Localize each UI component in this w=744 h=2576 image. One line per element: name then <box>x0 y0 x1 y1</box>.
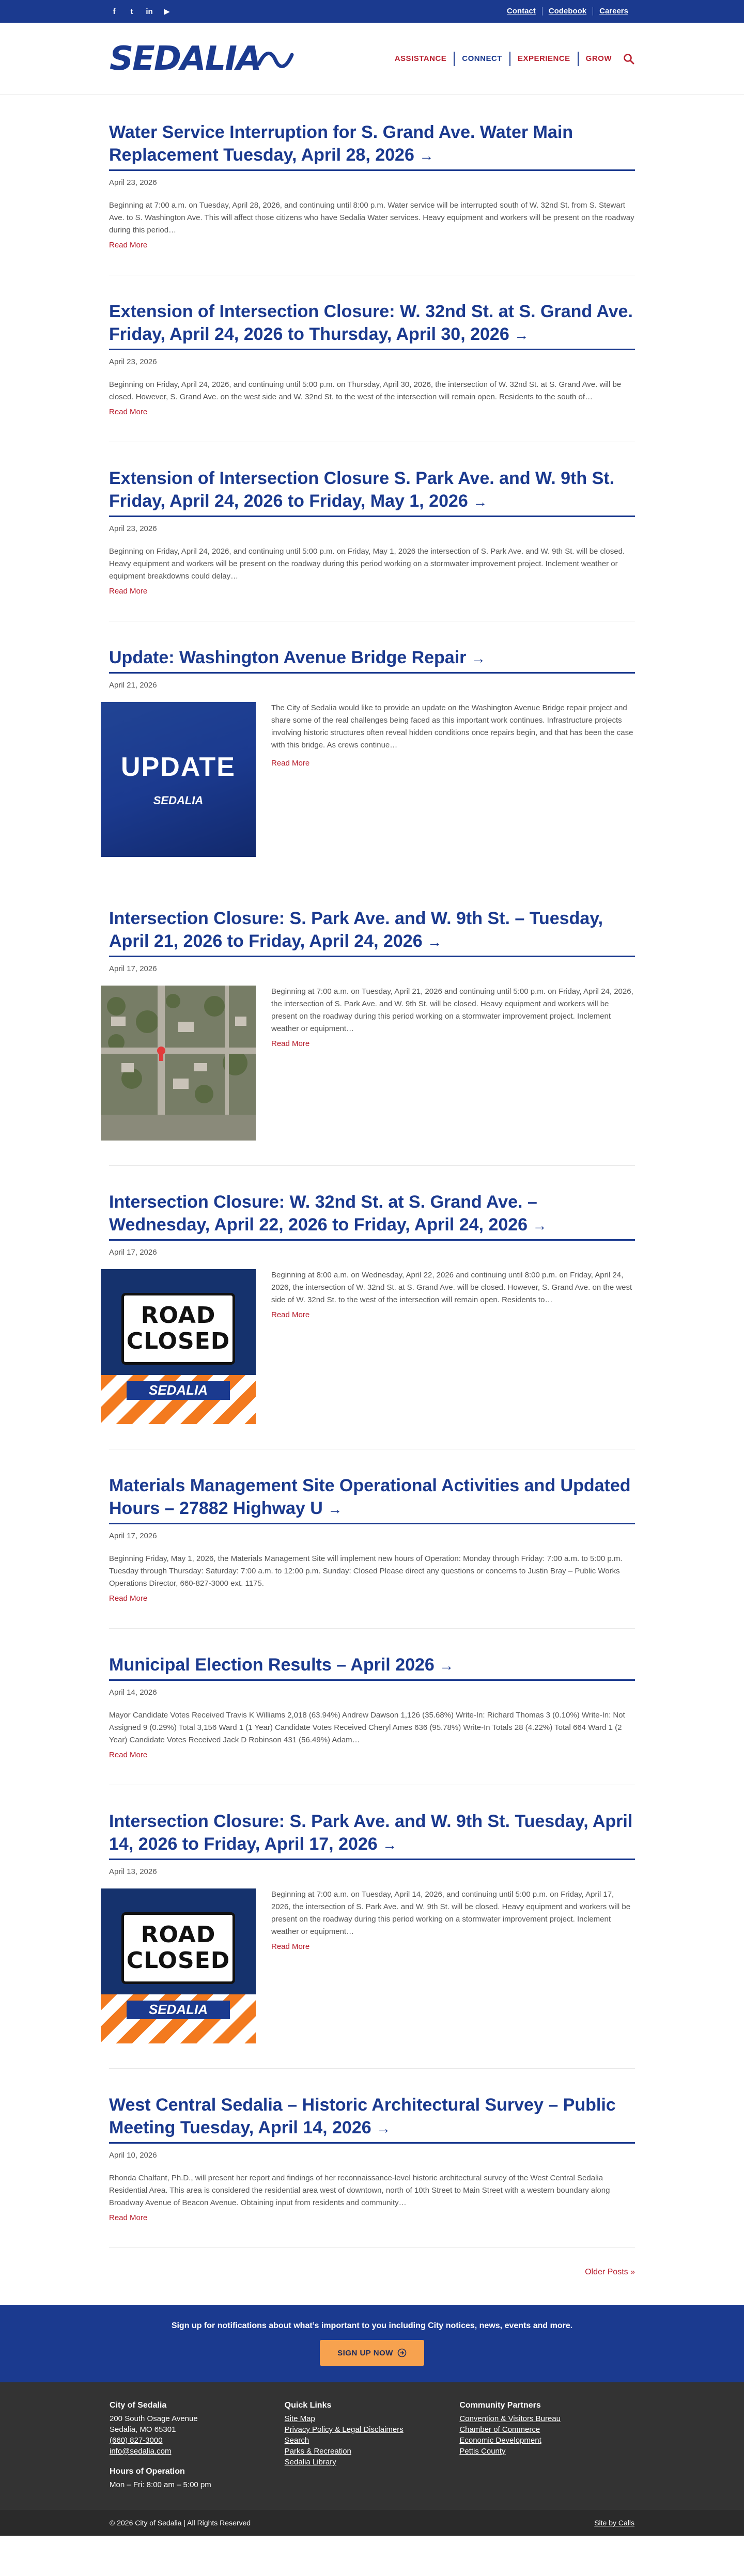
arrow-right-icon: → <box>427 934 442 950</box>
barrier-logo: SEDALIA <box>127 1381 230 1400</box>
arrow-right-icon: → <box>382 1837 397 1853</box>
post-excerpt: Beginning on Friday, April 24, 2026, and continuing until 5:00 p.m. on Thursday, April 30, 2026, the intersection of W. 32nd St. at S. Grand Ave. will be closed. However, S. Grand Ave. on the west side and W. 32nd St. to the west of the intersection will remain open. Residents to the south of… <box>109 380 622 401</box>
footer-link[interactable]: Search <box>284 2436 309 2445</box>
arrow-right-icon: → <box>514 327 529 343</box>
post-title[interactable]: Extension of Intersection Closure: W. 32nd St. at S. Grand Ave. Friday, April 24, 2026 to Thursday, April 30, 2026 → <box>109 300 635 350</box>
search-icon[interactable] <box>623 53 634 65</box>
post-excerpt: Beginning at 7:00 a.m. on Tuesday, April 14, 2026, and continuing until 5:00 p.m. on Friday, April 17, 2026, the intersection of S. Park Ave. and W. 9th St. will be closed. Heavy equipment and workers will be present on the roadway during this period working on a stormwater improvement project. Inclement weather or equipment… <box>271 1890 631 1936</box>
post-body <box>101 1888 635 2043</box>
logo-wave-icon <box>258 49 294 69</box>
site-footer <box>0 2382 744 2510</box>
youtube-icon[interactable]: ▶ <box>164 7 170 16</box>
post-excerpt: Beginning at 7:00 a.m. on Tuesday, April 21, 2026 and continuing until 5:00 p.m. on Friday, April 24, 2026, the intersection of S. Park Ave. and W. 9th St. will be closed. Heavy equipment and workers will be present on the roadway during this period working on a stormwater improvement project. Inclement weather or equipment… <box>271 987 633 1033</box>
footer-link[interactable]: Chamber of Commerce <box>459 2425 540 2434</box>
post-excerpt: Beginning at 7:00 a.m. on Tuesday, April 28, 2026, and continuing until 8:00 p.m. Water service will be interrupted south of W. 32nd St. from S. Stewart Ave. to S. Washington Ave. This will affect those citizens who have Sedalia Water services. Heavy equipment and workers will be present on the roadway during this period… <box>109 201 634 235</box>
read-more-link[interactable]: Read More <box>109 408 148 416</box>
signup-text: Sign up for notifications about what’s important to you including City notices, news, events and more. <box>171 2321 573 2330</box>
older-posts-link[interactable]: Older Posts » <box>585 2268 635 2276</box>
thumbnail-logo: SEDALIA <box>153 794 204 807</box>
footer-link[interactable]: Sedalia Library <box>284 2458 336 2466</box>
road-closed-sign <box>121 1912 235 1984</box>
address-line: Sedalia, MO 65301 <box>110 2425 176 2434</box>
post-date: April 23, 2026 <box>109 357 157 366</box>
linkedin-icon[interactable]: in <box>146 7 153 16</box>
post-title[interactable]: Water Service Interruption for S. Grand Ave. Water Main Replacement Tuesday, April 28, 2026 → <box>109 121 635 171</box>
facebook-icon[interactable]: f <box>113 7 116 16</box>
post-thumbnail[interactable] <box>101 702 256 857</box>
news-post <box>109 121 635 275</box>
thumbnail-title: UPDATE <box>121 752 236 782</box>
site-credit-link[interactable]: Site by Calls <box>594 2519 634 2527</box>
site-header <box>0 23 744 95</box>
post-excerpt: Beginning Friday, May 1, 2026, the Materials Management Site will implement new hours of Operation: Monday through Friday: 7:00 a.m. to 5:00 p.m. Tuesday through Thursday: Saturday: 7:00 a.m. to 12:00 p.m. Sunday: Closed Please direct any questions or concerns to Justin Bray – Public Works Operations Director, 660-827-3000 ext. 1175. <box>109 1554 623 1588</box>
social-links <box>110 7 172 16</box>
post-date: April 23, 2026 <box>109 178 157 187</box>
post-excerpt: Beginning at 8:00 a.m. on Wednesday, April 22, 2026 and continuing until 8:00 p.m. on Friday, April 24, 2026, the intersection of W. 32nd St. at S. Grand Ave. will be closed. However, S. Grand Ave. on the west side of W. 32nd St. to the west of the intersection will remain open. Residents to… <box>271 1271 632 1304</box>
hours-text: Mon – Fri: 8:00 am – 5:00 pm <box>110 2480 211 2489</box>
post-date: April 17, 2026 <box>109 1532 157 1540</box>
news-post <box>109 646 635 882</box>
sign-line: ROAD <box>141 1302 216 1329</box>
nav-connect[interactable]: CONNECT <box>454 52 509 66</box>
arrow-right-icon: → <box>419 148 434 164</box>
signup-banner <box>0 2305 744 2382</box>
post-title[interactable]: Materials Management Site Operational Activities and Updated Hours – 27882 Highway U → <box>109 1474 635 1524</box>
post-date: April 10, 2026 <box>109 2151 157 2160</box>
footer-heading: Hours of Operation <box>110 2467 185 2476</box>
post-date: April 17, 2026 <box>109 1248 157 1257</box>
arrow-right-icon: → <box>328 1501 343 1517</box>
sign-line: CLOSED <box>126 1947 230 1974</box>
sign-line: ROAD <box>141 1922 216 1948</box>
footer-quick-links <box>285 2401 460 2490</box>
barrier-stripes <box>101 1375 256 1424</box>
post-body <box>101 986 635 1141</box>
utility-bar <box>0 0 744 23</box>
post-title[interactable]: West Central Sedalia – Historic Architectural Survey – Public Meeting Tuesday, April 14, 2026 → <box>109 2094 635 2144</box>
phone-link[interactable]: (660) 827-3000 <box>110 2436 163 2445</box>
read-more-link[interactable]: Read More <box>271 1942 310 1951</box>
post-date: April 13, 2026 <box>109 1867 157 1876</box>
footer-link[interactable]: Economic Development <box>459 2436 541 2445</box>
copyright-text: © 2026 City of Sedalia | All Rights Reserved <box>110 2519 251 2527</box>
news-post <box>109 467 635 621</box>
post-title[interactable]: Update: Washington Avenue Bridge Repair → <box>109 646 635 674</box>
news-post <box>109 300 635 442</box>
footer-link[interactable]: Pettis County <box>459 2447 506 2456</box>
post-title[interactable]: Intersection Closure: S. Park Ave. and W. 9th St. – Tuesday, April 21, 2026 to Friday, April 24, 2026 → <box>109 907 635 957</box>
arrow-right-icon: → <box>471 650 486 666</box>
footer-heading: Community Partners <box>459 2401 541 2410</box>
post-date: April 17, 2026 <box>109 964 157 973</box>
aerial-map-thumbnail[interactable] <box>101 986 256 1141</box>
post-title[interactable]: Municipal Election Results – April 2026 → <box>109 1653 635 1681</box>
footer-community-partners <box>459 2401 634 2490</box>
nav-experience[interactable]: EXPERIENCE <box>509 52 578 66</box>
road-closed-thumbnail[interactable] <box>101 1269 256 1424</box>
signup-button[interactable] <box>320 2340 424 2366</box>
footer-link[interactable]: Site Map <box>284 2414 315 2423</box>
twitter-icon[interactable]: t <box>130 7 133 16</box>
utility-links <box>501 7 634 15</box>
arrow-right-icon: → <box>473 494 488 510</box>
footer-link[interactable]: Convention & Visitors Bureau <box>459 2414 561 2423</box>
aerial-map-image <box>101 986 256 1115</box>
sign-line: CLOSED <box>126 1328 230 1355</box>
news-list <box>109 95 635 2277</box>
news-post <box>109 2094 635 2248</box>
post-date: April 14, 2026 <box>109 1688 157 1697</box>
signup-button-label: SIGN UP NOW <box>337 2348 393 2358</box>
footer-link[interactable]: Parks & Recreation <box>284 2447 351 2456</box>
copyright-bar <box>0 2510 744 2536</box>
read-more-link[interactable]: Read More <box>109 241 148 249</box>
barrier-stripes <box>101 1994 256 2043</box>
read-more-link[interactable]: Read More <box>109 1751 148 1759</box>
post-excerpt: Mayor Candidate Votes Received Travis K Williams 2,018 (63.94%) Andrew Dawson 1,126 (35.68%) Write-In: Richard Thomas 3 (0.10%) Write-In: Not Assigned 9 (0.29%) Total 3,156 Ward 1 (1 Year) Candidate Votes Received Cheryl Ames 636 (95.78%) Write-In Totals 28 (4.22%) Total 664 Ward 1 (2 Year) Candidate Votes Received Jack D Robinson 431 (56.49%) Adam… <box>109 1711 625 1744</box>
arrow-circle-icon <box>397 2348 407 2358</box>
post-title[interactable]: Intersection Closure: W. 32nd St. at S. Grand Ave. – Wednesday, April 22, 2026 to Friday, April 24, 2026 → <box>109 1191 635 1241</box>
footer-link[interactable]: Privacy Policy & Legal Disclaimers <box>284 2425 404 2434</box>
nav-assistance[interactable]: ASSISTANCE <box>394 54 447 63</box>
post-date: April 23, 2026 <box>109 524 157 533</box>
read-more-link[interactable]: Read More <box>109 1594 148 1603</box>
post-excerpt: Rhonda Chalfant, Ph.D., will present her report and findings of her reconnaissance-level historic architectural survey of the West Central Sedalia Residential Area. This area is considered the residential area west of downtown, north of 10th Street to Main Street with a western boundary along Broadway Avenue of Beacon Avenue. Obtaining input from residents and community… <box>109 2174 610 2207</box>
news-post <box>109 1191 635 1449</box>
road-closed-sign <box>121 1293 235 1365</box>
logo-wordmark: SEDALIA <box>110 39 261 78</box>
post-body <box>101 702 635 857</box>
post-body <box>101 1269 635 1424</box>
site-logo[interactable] <box>110 40 294 78</box>
barrier-logo: SEDALIA <box>127 2001 230 2019</box>
post-excerpt: Beginning on Friday, April 24, 2026, and continuing until 5:00 p.m. on Friday, May 1, 2026 the intersection of S. Park Ave. and W. 9th St. will be closed. Heavy equipment and workers will be present on the roadway during this period working on a stormwater improvement project. Inclement weather or equipment breakdowns could delay… <box>109 547 625 581</box>
footer-city-info <box>110 2401 285 2490</box>
main-nav <box>388 52 634 66</box>
footer-heading: Quick Links <box>284 2401 332 2410</box>
email-link[interactable]: info@sedalia.com <box>110 2447 172 2456</box>
post-date: April 21, 2026 <box>109 681 157 690</box>
codebook-link[interactable]: Codebook <box>542 7 593 15</box>
news-post <box>109 907 635 1166</box>
post-title[interactable]: Extension of Intersection Closure S. Park Ave. and W. 9th St. Friday, April 24, 2026 to Friday, May 1, 2026 → <box>109 467 635 517</box>
contact-link[interactable]: Contact <box>506 7 536 15</box>
post-title[interactable]: Intersection Closure: S. Park Ave. and W. 9th St. Tuesday, April 14, 2026 to Friday, April 17, 2026 → <box>109 1810 635 1860</box>
careers-link[interactable]: Careers <box>593 7 634 15</box>
arrow-right-icon: → <box>532 1217 547 1234</box>
read-more-link[interactable]: Read More <box>271 759 310 768</box>
pagination <box>109 2268 635 2277</box>
news-post <box>109 1474 635 1629</box>
address-line: 200 South Osage Avenue <box>110 2414 198 2423</box>
news-post <box>109 1653 635 1785</box>
read-more-link[interactable]: Read More <box>109 587 148 596</box>
arrow-right-icon: → <box>439 1658 454 1674</box>
footer-heading: City of Sedalia <box>110 2401 167 2410</box>
read-more-link[interactable]: Read More <box>271 1310 310 1319</box>
nav-grow[interactable]: GROW <box>578 52 619 66</box>
post-excerpt: The City of Sedalia would like to provide an update on the Washington Avenue Bridge repair project and share some of the real challenges being faced as this important work continues. Infrastructure projects involving historic structures often reveal hidden conditions once repairs begin, and that has been the case with this bridge. As crews continue… <box>271 704 633 750</box>
arrow-right-icon: → <box>376 2120 391 2136</box>
road-closed-thumbnail[interactable] <box>101 1888 256 2043</box>
read-more-link[interactable]: Read More <box>109 2213 148 2222</box>
read-more-link[interactable]: Read More <box>271 1039 310 1048</box>
news-post <box>109 1810 635 2069</box>
